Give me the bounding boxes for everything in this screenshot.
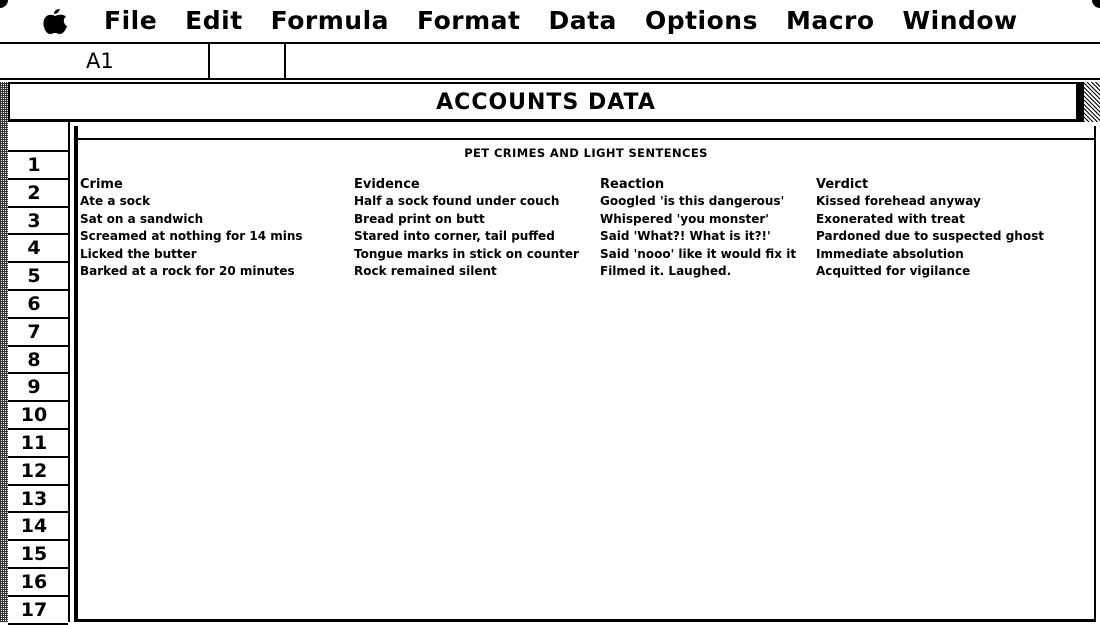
table-row xyxy=(80,193,1076,210)
window-title: ACCOUNTS DATA xyxy=(436,90,656,115)
cell-verdict[interactable]: Kissed forehead anyway xyxy=(816,194,981,209)
menu-bar xyxy=(0,0,1100,44)
row-header[interactable]: 9 xyxy=(8,374,68,402)
formula-bar-divider xyxy=(284,44,286,78)
row-header[interactable]: 5 xyxy=(8,263,68,291)
frame-top-rule xyxy=(78,138,1094,140)
menu-macro[interactable]: Macro xyxy=(785,6,875,35)
table-subtitle: PET CRIMES AND LIGHT SENTENCES xyxy=(464,146,708,160)
cell-crime[interactable]: Ate a sock xyxy=(80,194,151,209)
table-row xyxy=(80,246,1076,263)
menu-format[interactable]: Format xyxy=(417,6,521,35)
cell-evidence[interactable]: Half a sock found under couch xyxy=(354,194,560,209)
row-header[interactable]: 17 xyxy=(8,597,68,625)
row-header[interactable]: 13 xyxy=(8,486,68,514)
column-header-reaction[interactable]: Reaction xyxy=(600,177,665,192)
cell-verdict[interactable]: Immediate absolution xyxy=(816,246,964,261)
cell-evidence[interactable]: Bread print on butt xyxy=(354,211,485,226)
window-title-bar[interactable] xyxy=(8,82,1084,122)
cell-reaction[interactable]: Whispered 'you monster' xyxy=(600,211,769,226)
row-header[interactable]: 7 xyxy=(8,319,68,347)
row-header[interactable]: 15 xyxy=(8,541,68,569)
cell-evidence[interactable]: Rock remained silent xyxy=(354,264,497,279)
cell-verdict[interactable]: Pardoned due to suspected ghost xyxy=(816,229,1044,244)
cell-verdict[interactable]: Exonerated with treat xyxy=(816,211,965,226)
column-header-evidence[interactable]: Evidence xyxy=(354,177,420,192)
worksheet-grid xyxy=(8,122,1098,622)
cell-crime[interactable]: Barked at a rock for 20 minutes xyxy=(80,264,295,279)
window-border-pattern xyxy=(0,82,8,622)
menu-edit[interactable]: Edit xyxy=(185,6,243,35)
row-header[interactable]: 14 xyxy=(8,513,68,541)
screen-corner-right xyxy=(1092,0,1100,8)
screen-corner-left xyxy=(0,0,8,8)
cell-evidence[interactable]: Tongue marks in stick on counter xyxy=(354,246,579,261)
cell-verdict[interactable]: Acquitted for vigilance xyxy=(816,264,971,279)
cell-reaction[interactable]: Filmed it. Laughed. xyxy=(600,264,732,279)
row-header[interactable]: 11 xyxy=(8,430,68,458)
row-header[interactable]: 16 xyxy=(8,569,68,597)
cell-reference[interactable]: A1 xyxy=(86,49,114,73)
crimes-table xyxy=(80,176,1076,280)
row-header[interactable]: 3 xyxy=(8,208,68,236)
formula-bar xyxy=(0,44,1100,80)
row-headers xyxy=(8,122,70,622)
row-header[interactable]: 2 xyxy=(8,180,68,208)
cell-crime[interactable]: Licked the butter xyxy=(80,246,197,261)
table-row xyxy=(80,211,1076,228)
menu-file[interactable]: File xyxy=(104,6,158,35)
select-all-corner[interactable] xyxy=(8,122,68,152)
worksheet-window xyxy=(0,82,1100,622)
cell-crime[interactable]: Sat on a sandwich xyxy=(80,211,204,226)
row-header[interactable]: 6 xyxy=(8,291,68,319)
menu-window[interactable]: Window xyxy=(902,6,1018,35)
table-row xyxy=(80,263,1076,280)
row-header[interactable]: 1 xyxy=(8,152,68,180)
title-bar-edge xyxy=(1076,84,1082,120)
cell-reaction[interactable]: Googled 'is this dangerous' xyxy=(600,194,785,209)
column-header-crime[interactable]: Crime xyxy=(80,177,123,192)
row-header[interactable]: 8 xyxy=(8,347,68,375)
cell-reaction[interactable]: Said 'nooo' like it would fix it xyxy=(600,246,797,261)
formula-bar-divider xyxy=(208,44,210,78)
menu-formula[interactable]: Formula xyxy=(270,6,390,35)
table-row xyxy=(80,228,1076,245)
menu-data[interactable]: Data xyxy=(548,6,617,35)
menu-options[interactable]: Options xyxy=(644,6,758,35)
menu-items xyxy=(90,4,1032,38)
row-header[interactable]: 10 xyxy=(8,402,68,430)
table-header-row xyxy=(80,176,1076,193)
cell-evidence[interactable]: Stared into corner, tail puffed xyxy=(354,229,555,244)
cell-reaction[interactable]: Said 'What?! What is it?!' xyxy=(600,229,771,244)
formula-entry-field[interactable] xyxy=(290,48,1090,74)
apple-icon[interactable] xyxy=(40,6,70,36)
cell-crime[interactable]: Screamed at nothing for 14 mins xyxy=(80,229,303,244)
column-header-verdict[interactable]: Verdict xyxy=(816,177,869,192)
window-resize-pattern xyxy=(1084,82,1100,122)
embedded-table-frame[interactable] xyxy=(74,126,1096,622)
row-header[interactable]: 12 xyxy=(8,458,68,486)
row-header[interactable]: 4 xyxy=(8,235,68,263)
